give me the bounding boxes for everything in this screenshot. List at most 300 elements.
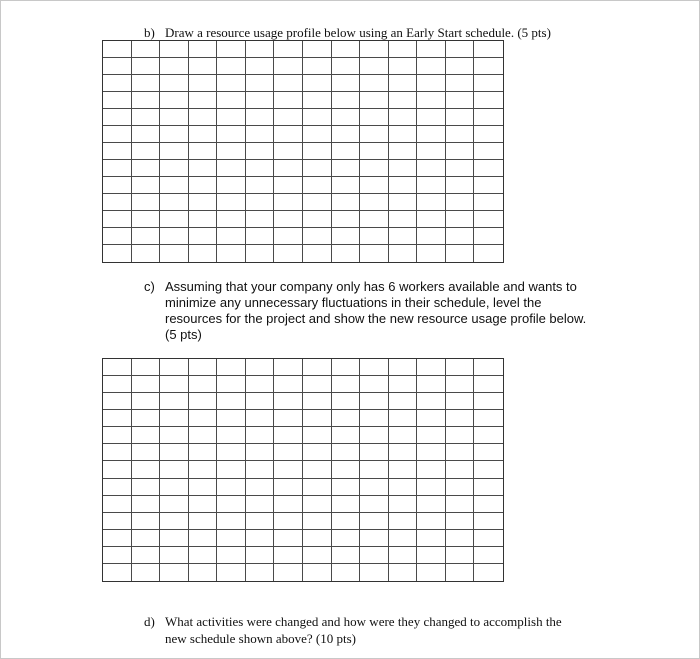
grid-cell[interactable] (246, 410, 275, 427)
grid-cell[interactable] (303, 513, 332, 530)
grid-cell[interactable] (389, 496, 418, 513)
grid-cell[interactable] (189, 564, 218, 581)
grid-cell[interactable] (474, 245, 503, 262)
grid-cell[interactable] (360, 530, 389, 547)
grid-cell[interactable] (217, 410, 246, 427)
grid-cell[interactable] (303, 444, 332, 461)
grid-cell[interactable] (474, 547, 503, 564)
grid-cell[interactable] (332, 126, 361, 143)
grid-cell[interactable] (217, 75, 246, 92)
grid-cell[interactable] (103, 444, 132, 461)
grid-cell[interactable] (360, 177, 389, 194)
grid-cell[interactable] (160, 479, 189, 496)
grid-cell[interactable] (360, 58, 389, 75)
grid-cell[interactable] (132, 41, 161, 58)
grid-cell[interactable] (474, 194, 503, 211)
grid-cell[interactable] (274, 461, 303, 478)
grid-cell[interactable] (417, 41, 446, 58)
grid-cell[interactable] (246, 92, 275, 109)
grid-cell[interactable] (246, 479, 275, 496)
grid-cell[interactable] (103, 41, 132, 58)
grid-cell[interactable] (303, 75, 332, 92)
grid-cell[interactable] (189, 547, 218, 564)
grid-cell[interactable] (360, 461, 389, 478)
grid-cell[interactable] (389, 211, 418, 228)
grid-cell[interactable] (103, 75, 132, 92)
grid-cell[interactable] (446, 143, 475, 160)
grid-cell[interactable] (217, 143, 246, 160)
grid-cell[interactable] (189, 143, 218, 160)
grid-cell[interactable] (303, 245, 332, 262)
grid-cell[interactable] (274, 228, 303, 245)
grid-cell[interactable] (246, 444, 275, 461)
grid-cell[interactable] (160, 444, 189, 461)
grid-cell[interactable] (332, 547, 361, 564)
grid-cell[interactable] (132, 496, 161, 513)
grid-cell[interactable] (389, 547, 418, 564)
grid-cell[interactable] (446, 126, 475, 143)
grid-cell[interactable] (132, 479, 161, 496)
grid-cell[interactable] (189, 513, 218, 530)
grid-cell[interactable] (303, 564, 332, 581)
grid-cell[interactable] (360, 41, 389, 58)
grid-cell[interactable] (160, 496, 189, 513)
grid-cell[interactable] (103, 376, 132, 393)
grid-cell[interactable] (389, 92, 418, 109)
grid-cell[interactable] (332, 376, 361, 393)
grid-cell[interactable] (389, 228, 418, 245)
grid-cell[interactable] (417, 444, 446, 461)
grid-cell[interactable] (103, 228, 132, 245)
grid-cell[interactable] (332, 444, 361, 461)
grid-cell[interactable] (474, 41, 503, 58)
grid-cell[interactable] (217, 530, 246, 547)
grid-cell[interactable] (274, 444, 303, 461)
grid-cell[interactable] (474, 530, 503, 547)
grid-cell[interactable] (103, 530, 132, 547)
grid-cell[interactable] (132, 245, 161, 262)
grid-cell[interactable] (332, 75, 361, 92)
grid-cell[interactable] (160, 359, 189, 376)
grid-cell[interactable] (474, 376, 503, 393)
grid-cell[interactable] (189, 530, 218, 547)
grid-cell[interactable] (303, 496, 332, 513)
grid-cell[interactable] (417, 461, 446, 478)
grid-cell[interactable] (474, 461, 503, 478)
grid-cell[interactable] (103, 143, 132, 160)
grid-cell[interactable] (332, 530, 361, 547)
grid-cell[interactable] (160, 547, 189, 564)
grid-cell[interactable] (217, 245, 246, 262)
grid-cell[interactable] (217, 211, 246, 228)
grid-cell[interactable] (246, 75, 275, 92)
grid-cell[interactable] (389, 245, 418, 262)
grid-cell[interactable] (474, 143, 503, 160)
grid-cell[interactable] (360, 160, 389, 177)
grid-cell[interactable] (332, 58, 361, 75)
grid-cell[interactable] (417, 126, 446, 143)
grid-cell[interactable] (446, 479, 475, 496)
grid-cell[interactable] (189, 245, 218, 262)
grid-cell[interactable] (132, 376, 161, 393)
grid-cell[interactable] (474, 479, 503, 496)
grid-cell[interactable] (132, 58, 161, 75)
grid-cell[interactable] (446, 160, 475, 177)
grid-cell[interactable] (160, 41, 189, 58)
grid-cell[interactable] (332, 564, 361, 581)
grid-cell[interactable] (360, 496, 389, 513)
grid-cell[interactable] (474, 211, 503, 228)
grid-cell[interactable] (132, 547, 161, 564)
grid-cell[interactable] (103, 109, 132, 126)
grid-cell[interactable] (474, 359, 503, 376)
grid-cell[interactable] (446, 461, 475, 478)
grid-cell[interactable] (474, 444, 503, 461)
grid-cell[interactable] (417, 228, 446, 245)
grid-cell[interactable] (389, 75, 418, 92)
grid-cell[interactable] (246, 496, 275, 513)
grid-cell[interactable] (189, 194, 218, 211)
grid-cell[interactable] (332, 427, 361, 444)
grid-cell[interactable] (332, 211, 361, 228)
grid-cell[interactable] (446, 92, 475, 109)
grid-cell[interactable] (189, 376, 218, 393)
grid-cell[interactable] (103, 410, 132, 427)
grid-cell[interactable] (274, 393, 303, 410)
grid-cell[interactable] (189, 58, 218, 75)
grid-cell[interactable] (103, 160, 132, 177)
grid-cell[interactable] (274, 530, 303, 547)
grid-cell[interactable] (389, 461, 418, 478)
grid-cell[interactable] (446, 58, 475, 75)
grid-cell[interactable] (303, 359, 332, 376)
grid-cell[interactable] (217, 461, 246, 478)
grid-cell[interactable] (274, 75, 303, 92)
grid-cell[interactable] (417, 58, 446, 75)
grid-cell[interactable] (303, 109, 332, 126)
grid-cell[interactable] (303, 530, 332, 547)
grid-cell[interactable] (474, 177, 503, 194)
grid-cell[interactable] (160, 530, 189, 547)
grid-cell[interactable] (103, 211, 132, 228)
grid-cell[interactable] (274, 143, 303, 160)
grid-cell[interactable] (189, 228, 218, 245)
grid-cell[interactable] (160, 427, 189, 444)
grid-cell[interactable] (474, 75, 503, 92)
grid-cell[interactable] (160, 410, 189, 427)
grid-cell[interactable] (246, 427, 275, 444)
grid-cell[interactable] (417, 564, 446, 581)
grid-cell[interactable] (103, 547, 132, 564)
grid-cell[interactable] (332, 393, 361, 410)
grid-cell[interactable] (217, 359, 246, 376)
grid-cell[interactable] (103, 194, 132, 211)
grid-cell[interactable] (332, 513, 361, 530)
grid-cell[interactable] (103, 564, 132, 581)
grid-cell[interactable] (446, 75, 475, 92)
grid-cell[interactable] (303, 194, 332, 211)
grid-cell[interactable] (189, 393, 218, 410)
grid-cell[interactable] (217, 126, 246, 143)
grid-cell[interactable] (274, 160, 303, 177)
grid-cell[interactable] (217, 479, 246, 496)
grid-cell[interactable] (389, 41, 418, 58)
grid-cell[interactable] (132, 513, 161, 530)
grid-cell[interactable] (474, 496, 503, 513)
grid-cell[interactable] (274, 211, 303, 228)
grid-cell[interactable] (332, 160, 361, 177)
grid-cell[interactable] (132, 160, 161, 177)
grid-cell[interactable] (246, 513, 275, 530)
grid-cell[interactable] (332, 479, 361, 496)
grid-cell[interactable] (160, 75, 189, 92)
grid-cell[interactable] (303, 41, 332, 58)
grid-cell[interactable] (446, 410, 475, 427)
grid-cell[interactable] (217, 427, 246, 444)
grid-cell[interactable] (246, 228, 275, 245)
grid-cell[interactable] (417, 359, 446, 376)
grid-cell[interactable] (189, 75, 218, 92)
grid-cell[interactable] (417, 92, 446, 109)
grid-cell[interactable] (132, 461, 161, 478)
grid-cell[interactable] (189, 444, 218, 461)
grid-cell[interactable] (217, 92, 246, 109)
grid-cell[interactable] (246, 143, 275, 160)
grid-cell[interactable] (189, 479, 218, 496)
grid-cell[interactable] (303, 461, 332, 478)
grid-cell[interactable] (274, 427, 303, 444)
grid-cell[interactable] (360, 513, 389, 530)
grid-cell[interactable] (360, 359, 389, 376)
grid-cell[interactable] (446, 376, 475, 393)
grid-cell[interactable] (332, 496, 361, 513)
grid-cell[interactable] (274, 376, 303, 393)
grid-cell[interactable] (132, 92, 161, 109)
grid-cell[interactable] (389, 109, 418, 126)
grid-cell[interactable] (303, 479, 332, 496)
grid-cell[interactable] (474, 393, 503, 410)
grid-cell[interactable] (360, 376, 389, 393)
grid-cell[interactable] (360, 479, 389, 496)
grid-cell[interactable] (360, 194, 389, 211)
grid-cell[interactable] (303, 228, 332, 245)
grid-cell[interactable] (246, 547, 275, 564)
grid-cell[interactable] (446, 530, 475, 547)
grid-cell[interactable] (360, 444, 389, 461)
grid-cell[interactable] (217, 547, 246, 564)
grid-cell[interactable] (217, 393, 246, 410)
grid-cell[interactable] (417, 547, 446, 564)
grid-cell[interactable] (103, 479, 132, 496)
grid-cell[interactable] (332, 228, 361, 245)
grid-cell[interactable] (389, 194, 418, 211)
grid-cell[interactable] (274, 547, 303, 564)
grid-cell[interactable] (246, 564, 275, 581)
grid-cell[interactable] (446, 547, 475, 564)
grid-cell[interactable] (417, 376, 446, 393)
grid-cell[interactable] (417, 177, 446, 194)
grid-cell[interactable] (246, 58, 275, 75)
grid-cell[interactable] (132, 126, 161, 143)
grid-cell[interactable] (417, 427, 446, 444)
grid-cell[interactable] (417, 143, 446, 160)
grid-cell[interactable] (389, 359, 418, 376)
grid-cell[interactable] (417, 479, 446, 496)
grid-cell[interactable] (446, 228, 475, 245)
grid-cell[interactable] (446, 496, 475, 513)
grid-cell[interactable] (389, 444, 418, 461)
grid-cell[interactable] (160, 245, 189, 262)
grid-cell[interactable] (217, 496, 246, 513)
grid-cell[interactable] (246, 126, 275, 143)
grid-cell[interactable] (246, 160, 275, 177)
grid-cell[interactable] (189, 427, 218, 444)
grid-cell[interactable] (274, 92, 303, 109)
grid-cell[interactable] (217, 513, 246, 530)
grid-cell[interactable] (246, 109, 275, 126)
grid-cell[interactable] (446, 444, 475, 461)
grid-cell[interactable] (446, 245, 475, 262)
grid-cell[interactable] (274, 564, 303, 581)
grid-cell[interactable] (217, 41, 246, 58)
grid-cell[interactable] (160, 376, 189, 393)
grid-cell[interactable] (389, 530, 418, 547)
grid-cell[interactable] (189, 211, 218, 228)
grid-cell[interactable] (360, 427, 389, 444)
grid-cell[interactable] (474, 126, 503, 143)
grid-cell[interactable] (389, 513, 418, 530)
grid-cell[interactable] (160, 143, 189, 160)
grid-cell[interactable] (103, 177, 132, 194)
grid-cell[interactable] (132, 75, 161, 92)
grid-cell[interactable] (246, 530, 275, 547)
grid-cell[interactable] (103, 393, 132, 410)
grid-cell[interactable] (189, 41, 218, 58)
grid-cell[interactable] (446, 513, 475, 530)
grid-cell[interactable] (303, 211, 332, 228)
grid-cell[interactable] (360, 75, 389, 92)
grid-cell[interactable] (160, 92, 189, 109)
grid-cell[interactable] (103, 245, 132, 262)
grid-cell[interactable] (132, 194, 161, 211)
grid-cell[interactable] (389, 427, 418, 444)
grid-cell[interactable] (246, 41, 275, 58)
grid-cell[interactable] (160, 177, 189, 194)
grid-cell[interactable] (360, 109, 389, 126)
grid-cell[interactable] (246, 461, 275, 478)
grid-cell[interactable] (360, 126, 389, 143)
grid-cell[interactable] (103, 92, 132, 109)
grid-cell[interactable] (474, 109, 503, 126)
grid-cell[interactable] (132, 564, 161, 581)
grid-cell[interactable] (132, 228, 161, 245)
grid-cell[interactable] (160, 194, 189, 211)
grid-cell[interactable] (160, 393, 189, 410)
grid-cell[interactable] (160, 228, 189, 245)
grid-cell[interactable] (332, 359, 361, 376)
grid-cell[interactable] (389, 564, 418, 581)
grid-cell[interactable] (160, 513, 189, 530)
grid-cell[interactable] (417, 160, 446, 177)
grid-cell[interactable] (417, 245, 446, 262)
grid-cell[interactable] (360, 92, 389, 109)
grid-cell[interactable] (103, 359, 132, 376)
grid-cell[interactable] (360, 547, 389, 564)
grid-cell[interactable] (132, 109, 161, 126)
grid-cell[interactable] (474, 564, 503, 581)
grid-cell[interactable] (417, 109, 446, 126)
grid-cell[interactable] (246, 245, 275, 262)
grid-cell[interactable] (417, 410, 446, 427)
grid-cell[interactable] (474, 513, 503, 530)
grid-cell[interactable] (189, 410, 218, 427)
grid-cell[interactable] (417, 194, 446, 211)
grid-cell[interactable] (360, 245, 389, 262)
grid-cell[interactable] (132, 530, 161, 547)
grid-cell[interactable] (303, 547, 332, 564)
grid-cell[interactable] (446, 359, 475, 376)
grid-cell[interactable] (217, 58, 246, 75)
leveled-resource-grid[interactable] (102, 358, 504, 582)
grid-cell[interactable] (332, 245, 361, 262)
grid-cell[interactable] (417, 393, 446, 410)
grid-cell[interactable] (332, 410, 361, 427)
grid-cell[interactable] (274, 245, 303, 262)
grid-cell[interactable] (132, 359, 161, 376)
grid-cell[interactable] (417, 211, 446, 228)
grid-cell[interactable] (332, 109, 361, 126)
grid-cell[interactable] (303, 393, 332, 410)
grid-cell[interactable] (217, 177, 246, 194)
grid-cell[interactable] (274, 126, 303, 143)
early-start-resource-grid[interactable] (102, 40, 504, 263)
grid-cell[interactable] (274, 41, 303, 58)
grid-cell[interactable] (160, 211, 189, 228)
grid-cell[interactable] (332, 461, 361, 478)
grid-cell[interactable] (446, 211, 475, 228)
grid-cell[interactable] (160, 461, 189, 478)
grid-cell[interactable] (274, 496, 303, 513)
grid-cell[interactable] (417, 530, 446, 547)
grid-cell[interactable] (103, 496, 132, 513)
grid-cell[interactable] (274, 177, 303, 194)
grid-cell[interactable] (103, 513, 132, 530)
grid-cell[interactable] (217, 194, 246, 211)
grid-cell[interactable] (132, 393, 161, 410)
grid-cell[interactable] (189, 126, 218, 143)
grid-cell[interactable] (446, 177, 475, 194)
grid-cell[interactable] (217, 160, 246, 177)
grid-cell[interactable] (303, 58, 332, 75)
grid-cell[interactable] (474, 92, 503, 109)
grid-cell[interactable] (332, 143, 361, 160)
grid-cell[interactable] (389, 143, 418, 160)
grid-cell[interactable] (332, 177, 361, 194)
grid-cell[interactable] (132, 427, 161, 444)
grid-cell[interactable] (389, 393, 418, 410)
grid-cell[interactable] (189, 92, 218, 109)
grid-cell[interactable] (303, 92, 332, 109)
grid-cell[interactable] (332, 194, 361, 211)
grid-cell[interactable] (303, 410, 332, 427)
grid-cell[interactable] (246, 393, 275, 410)
grid-cell[interactable] (274, 479, 303, 496)
grid-cell[interactable] (360, 143, 389, 160)
grid-cell[interactable] (446, 427, 475, 444)
grid-cell[interactable] (217, 376, 246, 393)
grid-cell[interactable] (103, 58, 132, 75)
grid-cell[interactable] (132, 444, 161, 461)
